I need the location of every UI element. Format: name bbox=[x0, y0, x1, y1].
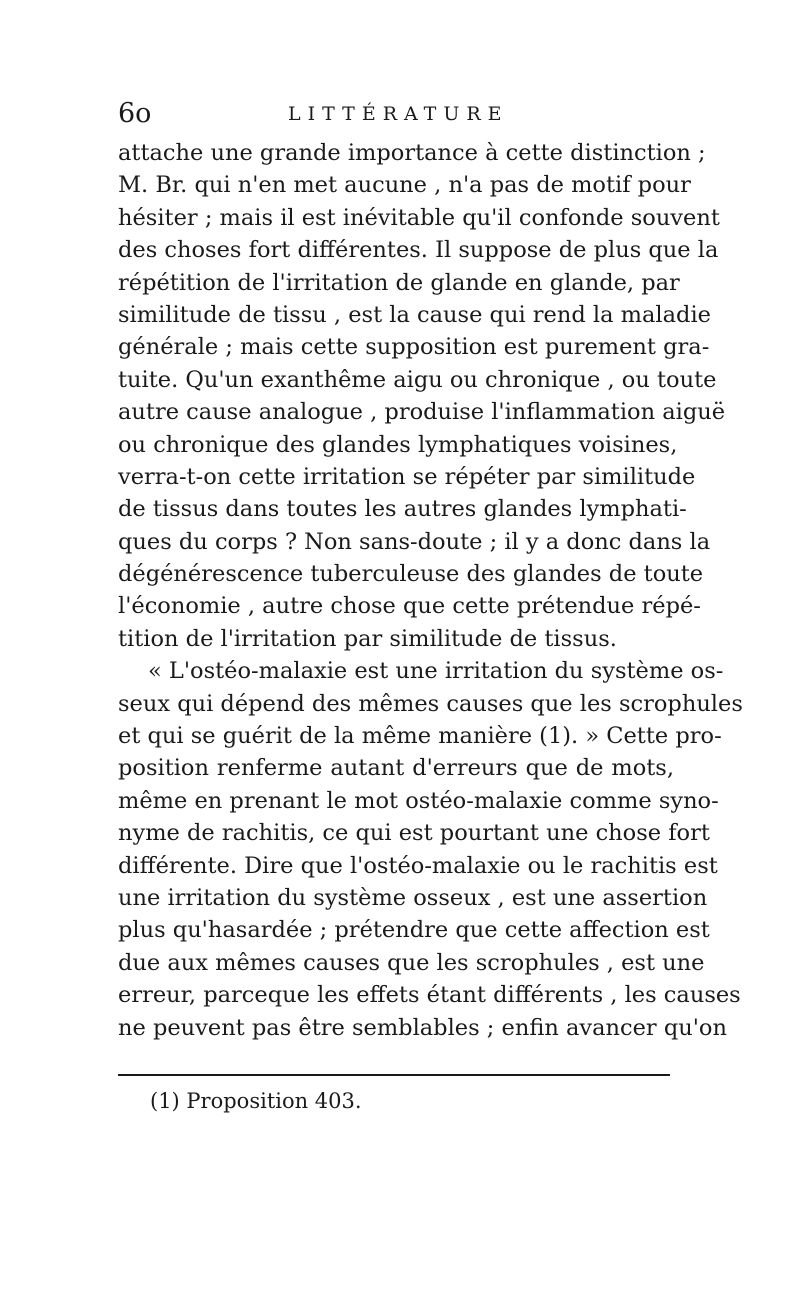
text-line: due aux mêmes causes que les scrophules , est une bbox=[118, 949, 705, 976]
text-line: et qui se guérit de la même manière (1). » Cette pro- bbox=[118, 723, 722, 750]
body-text bbox=[118, 137, 743, 1044]
text-line: hésiter ; mais il est inévitable qu'il confonde souvent bbox=[118, 204, 720, 231]
footnote: (1) Proposition 403. bbox=[150, 1089, 362, 1113]
text-line: « L'ostéo-malaxie est une irritation du système os- bbox=[148, 658, 724, 685]
text-line: différente. Dire que l'ostéo-malaxie ou le rachitis est bbox=[118, 852, 718, 879]
text-line: similitude de tissu , est la cause qui rend la maladie bbox=[118, 301, 711, 328]
text-line: ou chronique des glandes lymphatiques voisines, bbox=[118, 431, 678, 458]
text-line: de tissus dans toutes les autres glandes lymphati- bbox=[118, 496, 687, 523]
text-line: autre cause analogue , produise l'inflammation aiguë bbox=[118, 399, 726, 426]
text-line: même en prenant le mot ostéo-malaxie comme syno- bbox=[118, 787, 719, 814]
text-line: une irritation du système osseux , est une assertion bbox=[118, 884, 708, 911]
text-line: verra-t-on cette irritation se répéter par similitude bbox=[118, 463, 696, 490]
text-line: erreur, parceque les effets étant différents , les causes bbox=[118, 982, 741, 1009]
text-line: attache une grande importance à cette distinction ; bbox=[118, 140, 706, 166]
text-line: position renferme autant d'erreurs que de mots, bbox=[118, 755, 674, 782]
text-line: des choses fort différentes. Il suppose de plus que la bbox=[118, 237, 719, 264]
text-line: nyme de rachitis, ce qui est pourtant une chose fort bbox=[118, 820, 710, 847]
page-number: 6o bbox=[118, 98, 152, 129]
text-line: ques du corps ? Non sans-doute ; il y a donc dans la bbox=[118, 528, 711, 555]
text-line: tuite. Qu'un exanthême aigu ou chronique , ou toute bbox=[118, 366, 717, 393]
text-line: tition de l'irritation par similitude de tissus. bbox=[118, 625, 617, 652]
text-line: l'économie , autre chose que cette prétendue répé- bbox=[118, 593, 701, 620]
text-line: répétition de l'irritation de glande en glande, par bbox=[118, 269, 680, 296]
running-title: LITTÉRATURE bbox=[288, 103, 509, 125]
footnote-rule bbox=[118, 1074, 670, 1076]
text-line: plus qu'hasardée ; prétendre que cette affection est bbox=[118, 917, 710, 944]
text-line: dégénérescence tuberculeuse des glandes de toute bbox=[118, 561, 704, 588]
text-line: seux qui dépend des mêmes causes que les scrophules bbox=[118, 690, 743, 717]
text-line: M. Br. qui n'en met aucune , n'a pas de motif pour bbox=[118, 172, 691, 199]
text-line: générale ; mais cette supposition est purement gra- bbox=[118, 334, 710, 361]
text-line: ne peuvent pas être semblables ; enfin avancer qu'on bbox=[118, 1014, 727, 1041]
running-head bbox=[118, 96, 678, 132]
